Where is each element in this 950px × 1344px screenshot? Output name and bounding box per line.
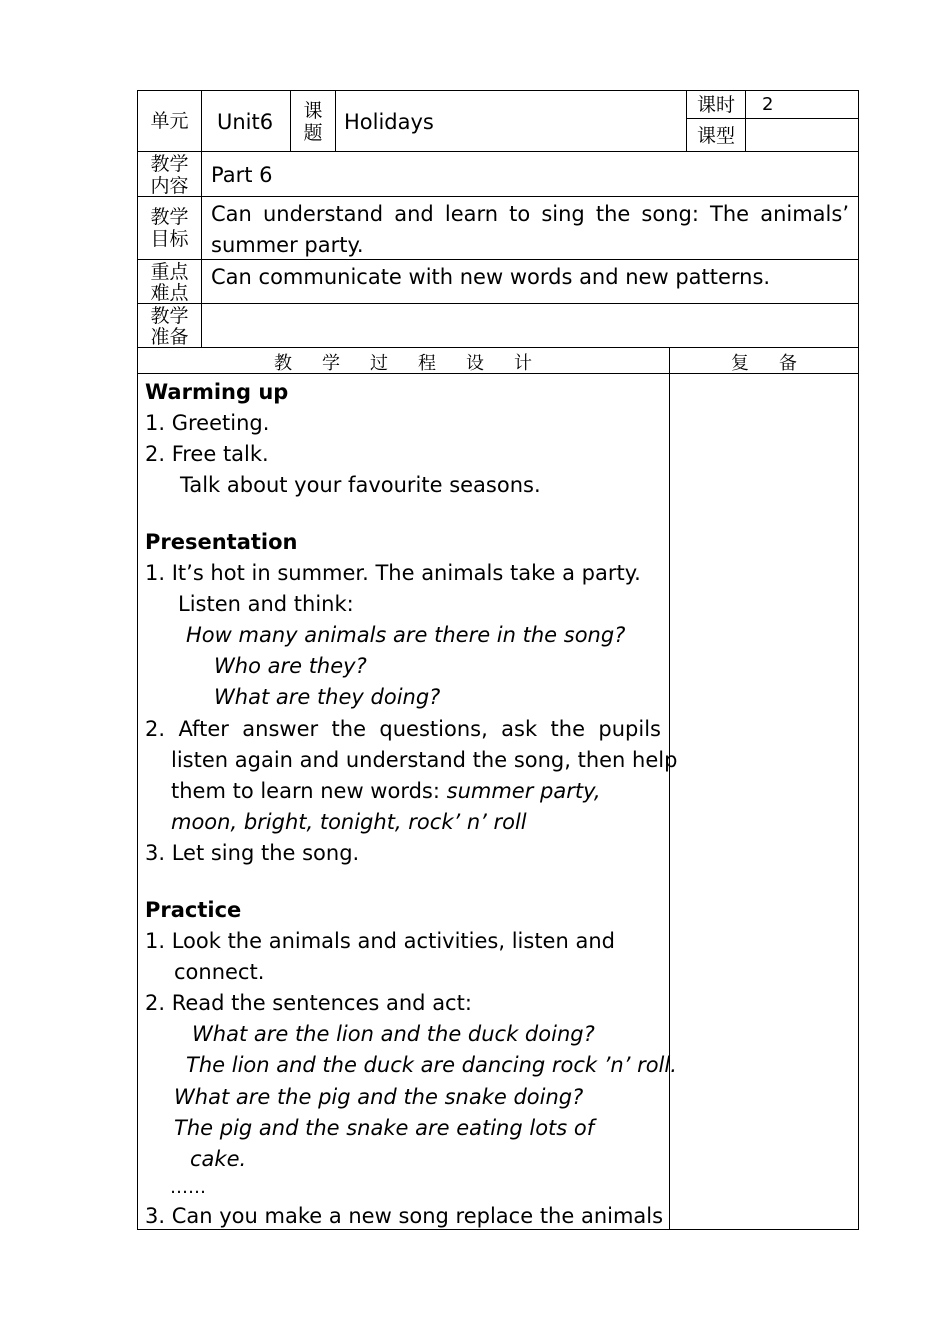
process-header-char: 程: [418, 353, 436, 374]
presentation-heading: Presentation: [145, 530, 298, 554]
review-header-char: 备: [779, 353, 797, 374]
period-value: 2: [762, 94, 774, 115]
column-divider: [745, 90, 746, 151]
unit-value: Unit6: [217, 110, 274, 134]
prac-item-2: 2. Read the sentences and act:: [145, 991, 472, 1015]
prac-ellipsis: ……: [170, 1177, 206, 1198]
process-header-char: 计: [514, 353, 532, 374]
prac-sentence-4-cont: cake.: [190, 1147, 247, 1171]
warm-item-1: 1. Greeting.: [145, 411, 270, 435]
key-label-2: 难点: [150, 282, 189, 304]
row-divider: [137, 373, 859, 374]
pres-item-1: 1. It’s hot in summer. The animals take a party.: [145, 561, 641, 585]
content-label-2: 内容: [150, 175, 189, 197]
review-header-char: 复: [731, 353, 749, 374]
goal-line-2: summer party.: [211, 233, 364, 257]
row-divider: [137, 259, 859, 260]
prac-sentence-3: What are the pig and the snake doing?: [174, 1085, 584, 1109]
pres-item-2-line-3-words: summer party,: [446, 779, 601, 803]
prac-item-1-cont: connect.: [174, 960, 265, 984]
pres-item-3: 3. Let sing the song.: [145, 841, 360, 865]
row-divider: [137, 347, 859, 348]
prep-label-2: 准备: [150, 326, 189, 348]
process-header-char: 设: [466, 353, 484, 374]
prac-sentence-2: The lion and the duck are dancing rock ’n’ roll.: [186, 1053, 677, 1077]
practice-heading: Practice: [145, 898, 242, 922]
unit-label: 单元: [150, 110, 189, 132]
period-label: 课时: [696, 94, 735, 116]
process-header-char: 过: [370, 353, 388, 374]
topic-label-2: 题: [303, 122, 323, 144]
warming-up-heading: Warming up: [145, 380, 289, 404]
pres-item-1-detail: Listen and think:: [178, 592, 354, 616]
pres-item-2-line-3-text: them to learn new words:: [171, 779, 447, 803]
column-divider: [335, 90, 336, 151]
warm-item-2-detail: Talk about your favourite seasons.: [180, 473, 541, 497]
process-header-char: 教: [274, 353, 292, 374]
topic-label-1: 课: [303, 100, 323, 122]
key-label-1: 重点: [150, 261, 189, 283]
row-divider: [686, 118, 859, 119]
goal-label-2: 目标: [150, 228, 189, 250]
content-value: Part 6: [211, 163, 273, 187]
pres-item-2-line-1: 2. After answer the questions, ask the pupils: [145, 717, 661, 741]
pres-item-2-line-2: listen again and understand the song, then help: [171, 748, 678, 772]
prac-sentence-1: What are the lion and the duck doing?: [192, 1022, 595, 1046]
column-divider: [201, 90, 202, 347]
row-divider: [137, 151, 859, 152]
pres-item-2-line-3: [171, 779, 601, 803]
prep-label-1: 教学: [150, 305, 189, 327]
process-header-char: 学: [322, 353, 340, 374]
prac-item-1: 1. Look the animals and activities, listen and: [145, 929, 615, 953]
goal-line-1: Can understand and learn to sing the song: The animals’: [211, 202, 849, 226]
pres-question-3: What are they doing?: [214, 685, 441, 709]
column-divider: [669, 347, 670, 1230]
warm-item-2: 2. Free talk.: [145, 442, 269, 466]
goal-label-1: 教学: [150, 206, 189, 228]
topic-value: Holidays: [344, 110, 434, 134]
pres-question-2: Who are they?: [214, 654, 367, 678]
type-label: 课型: [696, 125, 735, 147]
content-label-1: 教学: [150, 153, 189, 175]
row-divider: [137, 303, 859, 304]
key-value: Can communicate with new words and new patterns.: [211, 265, 771, 289]
pres-item-2-line-4: moon, bright, tonight, rock’ n’ roll: [171, 810, 527, 834]
pres-question-1: How many animals are there in the song?: [186, 623, 626, 647]
prac-sentence-4: The pig and the snake are eating lots of: [174, 1116, 595, 1140]
row-divider: [137, 196, 859, 197]
prac-item-3: 3. Can you make a new song replace the animals: [145, 1204, 664, 1228]
